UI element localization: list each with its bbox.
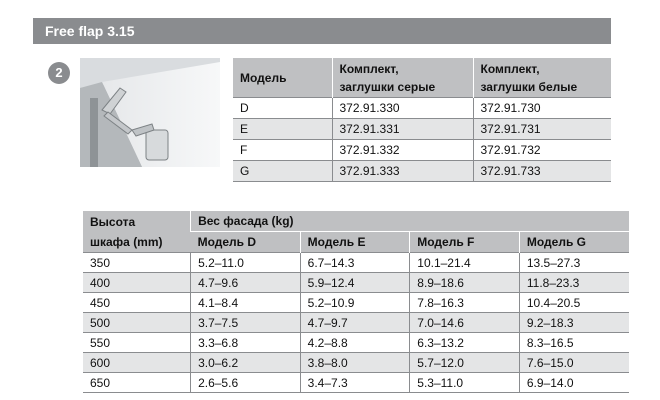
weights-table-header xyxy=(83,211,629,232)
model-cell: F xyxy=(233,140,332,161)
lift-mechanism-illustration xyxy=(80,58,220,167)
white-article-cell: 372.91.730 xyxy=(473,98,611,119)
model-f-cell: 5.3–11.0 xyxy=(410,373,520,393)
model-e-cell: 5.9–12.4 xyxy=(300,273,410,293)
model-g-header: Модель G xyxy=(519,232,629,253)
table-row xyxy=(83,353,629,373)
model-cell: D xyxy=(233,98,332,119)
model-e-cell: 3.8–8.0 xyxy=(300,353,410,373)
model-g-cell: 7.6–15.0 xyxy=(519,353,629,373)
table-row xyxy=(233,140,611,161)
white-article-cell: 372.91.731 xyxy=(473,119,611,140)
height-cell: 550 xyxy=(83,333,191,353)
height-cell: 650 xyxy=(83,373,191,393)
model-e-cell: 3.4–7.3 xyxy=(300,373,410,393)
height-cell: 400 xyxy=(83,273,191,293)
grey-article-cell: 372.91.330 xyxy=(332,98,473,119)
cabinet-height-header: Высота шкафа (mm) xyxy=(83,211,191,253)
white-article-cell: 372.91.733 xyxy=(473,161,611,182)
model-g-cell: 6.9–14.0 xyxy=(519,373,629,393)
model-g-cell: 10.4–20.5 xyxy=(519,293,629,313)
table-row xyxy=(83,293,629,313)
model-g-cell: 11.8–23.3 xyxy=(519,273,629,293)
height-cell: 350 xyxy=(83,253,191,273)
white-article-cell: 372.91.732 xyxy=(473,140,611,161)
table-row xyxy=(83,313,629,333)
model-e-cell: 6.7–14.3 xyxy=(300,253,410,273)
model-d-cell: 3.0–6.2 xyxy=(191,353,301,373)
grey-article-cell: 372.91.333 xyxy=(332,161,473,182)
step-number-badge: 2 xyxy=(48,62,70,84)
model-e-cell: 5.2–10.9 xyxy=(300,293,410,313)
table-row xyxy=(233,98,611,119)
model-d-cell: 3.3–6.8 xyxy=(191,333,301,353)
model-f-cell: 8.9–18.6 xyxy=(410,273,520,293)
model-column-header: Модель xyxy=(233,58,332,98)
model-d-cell: 4.1–8.4 xyxy=(191,293,301,313)
model-cell: E xyxy=(233,119,332,140)
grey-article-cell: 372.91.331 xyxy=(332,119,473,140)
model-d-cell: 3.7–7.5 xyxy=(191,313,301,333)
model-f-cell: 5.7–12.0 xyxy=(410,353,520,373)
models-table-header xyxy=(233,58,611,98)
grey-article-cell: 372.91.332 xyxy=(332,140,473,161)
weights-table xyxy=(83,211,629,393)
height-cell: 600 xyxy=(83,353,191,373)
table-row xyxy=(233,119,611,140)
model-d-cell: 4.7–9.6 xyxy=(191,273,301,293)
model-f-cell: 7.8–16.3 xyxy=(410,293,520,313)
model-f-cell: 10.1–21.4 xyxy=(410,253,520,273)
model-e-header: Модель E xyxy=(300,232,410,253)
front-weight-header: Вес фасада (kg) xyxy=(191,211,629,232)
models-table xyxy=(233,58,611,182)
model-g-cell: 13.5–27.3 xyxy=(519,253,629,273)
table-row xyxy=(83,273,629,293)
section-header xyxy=(33,18,611,44)
model-g-cell: 8.3–16.5 xyxy=(519,333,629,353)
table-row xyxy=(83,333,629,353)
model-d-cell: 2.6–5.6 xyxy=(191,373,301,393)
model-e-cell: 4.2–8.8 xyxy=(300,333,410,353)
model-f-cell: 6.3–13.2 xyxy=(410,333,520,353)
model-d-cell: 5.2–11.0 xyxy=(191,253,301,273)
model-e-cell: 4.7–9.7 xyxy=(300,313,410,333)
table-row xyxy=(83,253,629,273)
model-f-header: Модель F xyxy=(410,232,520,253)
white-caps-column-header: Комплект, заглушки белые xyxy=(473,58,611,98)
grey-caps-column-header: Комплект, заглушки серые xyxy=(332,58,473,98)
table-row xyxy=(233,161,611,182)
height-cell: 450 xyxy=(83,293,191,313)
product-photo xyxy=(80,58,220,167)
table-row xyxy=(83,373,629,393)
model-d-header: Модель D xyxy=(191,232,301,253)
height-cell: 500 xyxy=(83,313,191,333)
model-g-cell: 9.2–18.3 xyxy=(519,313,629,333)
section-title: Free flap 3.15 xyxy=(45,23,135,39)
model-f-cell: 7.0–14.6 xyxy=(410,313,520,333)
model-cell: G xyxy=(233,161,332,182)
